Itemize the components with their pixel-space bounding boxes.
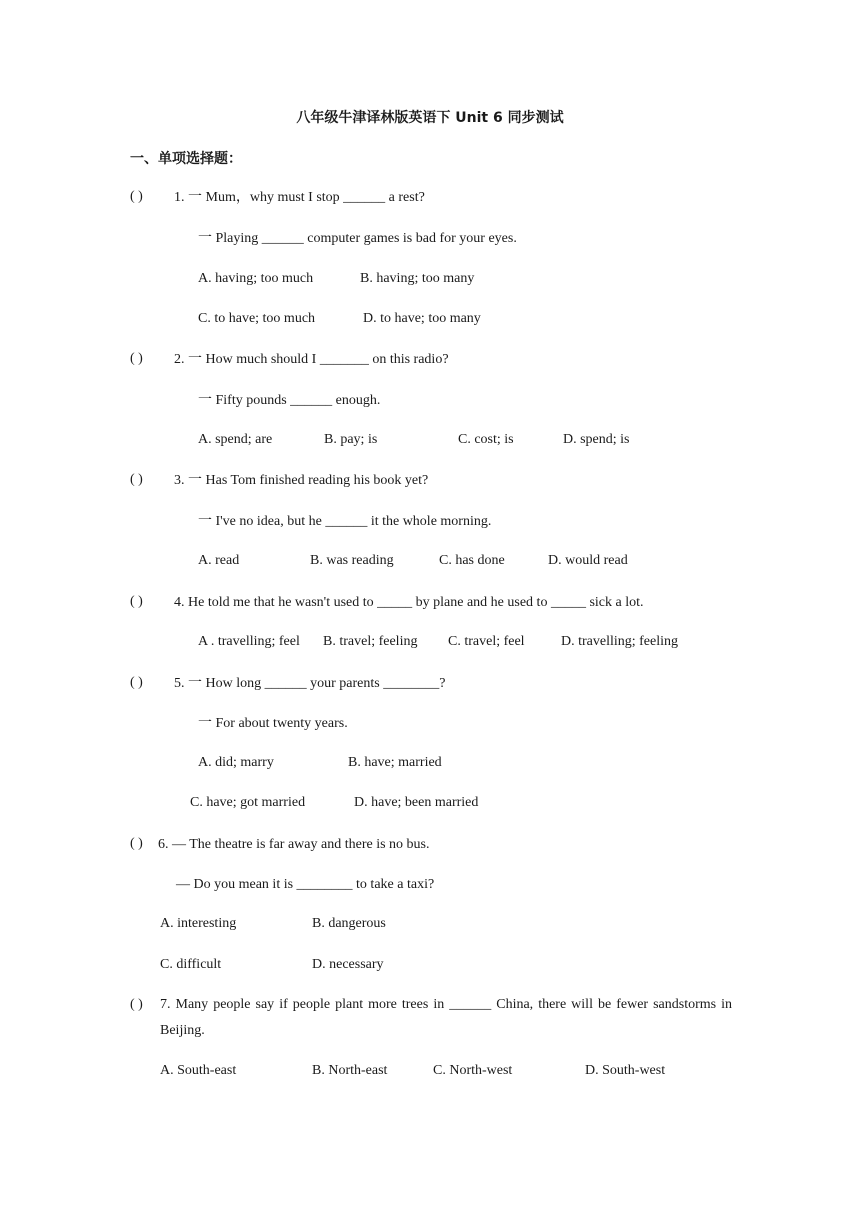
- answer-blank: ( ): [130, 997, 143, 1012]
- option-b: B. dangerous: [312, 916, 386, 931]
- option-c: C. have; got married: [190, 795, 306, 810]
- option-a: A. read: [198, 553, 240, 568]
- option-d: D. to have; too many: [363, 311, 481, 326]
- section-heading: 一、单项选择题：: [130, 151, 242, 167]
- option-a: A . travelling; feel: [198, 634, 300, 649]
- answer-blank: ( ): [130, 351, 143, 366]
- question-stem: 7. Many people say if people plant more trees in ______ China, there will be fewer sandstorms in Beijing.: [160, 997, 732, 1038]
- option-d: D. South-west: [585, 1063, 666, 1078]
- answer-blank: ( ): [130, 189, 143, 204]
- answer-blank: ( ): [130, 594, 143, 609]
- option-b: B. pay; is: [324, 432, 378, 447]
- question-reply: — Do you mean it is ________ to take a taxi?: [176, 877, 435, 892]
- question-reply: 一 Fifty pounds ______ enough.: [198, 393, 381, 408]
- option-a: A. spend; are: [198, 432, 273, 447]
- option-c: C. North-west: [433, 1063, 513, 1078]
- option-a: A. interesting: [160, 916, 237, 931]
- answer-blank: ( ): [130, 675, 143, 690]
- option-d: D. have; been married: [354, 795, 479, 810]
- answer-blank: ( ): [130, 836, 143, 851]
- option-d: D. necessary: [312, 957, 384, 972]
- option-a: A. South-east: [160, 1063, 237, 1078]
- question-reply: 一 For about twenty years.: [198, 716, 348, 731]
- option-d: D. spend; is: [563, 432, 630, 447]
- question-stem: 6. — The theatre is far away and there is no bus.: [158, 837, 430, 852]
- option-b: B. was reading: [310, 553, 394, 568]
- page-title: 八年级牛津译林版英语下 Unit 6 同步测试: [296, 110, 564, 126]
- question-reply: 一 I've no idea, but he ______ it the whole morning.: [198, 514, 492, 529]
- question-stem: 3. 一 Has Tom finished reading his book yet?: [174, 473, 429, 488]
- option-c: C. has done: [439, 553, 505, 568]
- question-stem: 5. 一 How long ______ your parents ________?: [174, 676, 446, 691]
- option-d: D. travelling; feeling: [561, 634, 679, 649]
- option-a: A. having; too much: [198, 271, 314, 286]
- question-stem: 1. 一 Mum，why must I stop ______ a rest?: [174, 190, 425, 205]
- option-d: D. would read: [548, 553, 628, 568]
- option-b: B. North-east: [312, 1063, 388, 1078]
- answer-blank: ( ): [130, 472, 143, 487]
- option-b: B. have; married: [348, 755, 442, 770]
- option-c: C. travel; feel: [448, 634, 525, 649]
- option-b: B. having; too many: [360, 271, 475, 286]
- option-b: B. travel; feeling: [323, 634, 418, 649]
- option-c: C. cost; is: [458, 432, 514, 447]
- option-c: C. to have; too much: [198, 311, 316, 326]
- question-stem: 2. 一 How much should I _______ on this radio?: [174, 352, 449, 367]
- option-a: A. did; marry: [198, 755, 274, 770]
- question-stem: 4. He told me that he wasn't used to _____ by plane and he used to _____ sick a lot.: [174, 595, 644, 610]
- question-reply: 一 Playing ______ computer games is bad for your eyes.: [198, 231, 517, 246]
- option-c: C. difficult: [160, 957, 222, 972]
